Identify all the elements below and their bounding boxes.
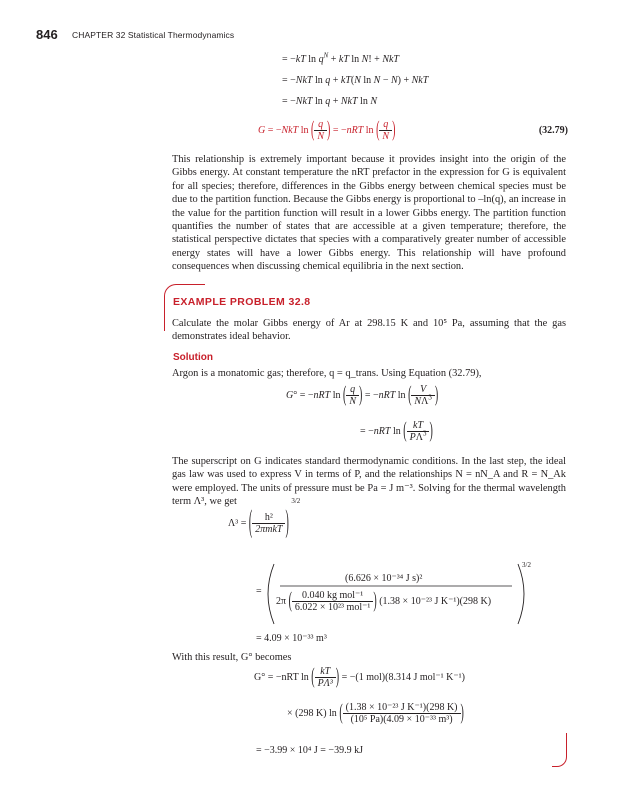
equals-sign: = [256, 586, 262, 597]
final-frac-num: kT [315, 666, 336, 678]
derivation-line-2: = −NkT ln q + kT(N ln N − N) + NkT [282, 75, 429, 86]
kt-factor: (1.38 × 10⁻²³ J K⁻¹)(298 K) [379, 596, 492, 607]
molar-mass: 0.040 kg mol⁻¹ [292, 590, 373, 602]
solution-intro-text: Argon is a monatomic gas; therefore, q = q_trans. Using Equation (32.79), [172, 368, 482, 379]
lambda-numerator: h² [252, 512, 285, 524]
solution-label: Solution [173, 352, 213, 363]
example-title: EXAMPLE PROBLEM 32.8 [173, 296, 311, 308]
paragraph-2-text: The superscript on G indicates standard thermodynamic conditions. In the last step, the ideal gas law was used to express V in terms of P, and the relationships N = nN_A and R = N_Ak were employed. The units of pressure must be Pa = J m⁻³. Solving for the thermal wavelength term Λ³, we get [172, 456, 566, 508]
problem-text: Calculate the molar Gibbs energy of Ar at 298.15 K and 10⁵ Pa, assuming that the gas demonstrates ideal behavior. [172, 318, 566, 343]
lambda-lhs: Λ³ = [228, 518, 247, 529]
final-answer: = −3.99 × 10⁴ J = −39.9 kJ [256, 745, 363, 756]
final-lhs: G° = −nRT ln [254, 672, 309, 683]
lambda-denominator: 2πmkT [255, 524, 283, 535]
derivation-line-1: = −kT $\ln q^N$ + kT ln N! + NkT [282, 51, 399, 65]
body-paragraph-1 [172, 153, 566, 274]
solution-intro [172, 367, 566, 380]
final-line2-prefix: × (298 K) ln [287, 708, 337, 719]
equation-32-79: G = −NkT ln ( $\frac{q}{N}$ ) = −nRT ln ( $\frac{q}{N}$ ) [258, 118, 396, 143]
with-result-text: With this result, G° becomes [172, 652, 292, 663]
example-problem-statement [172, 317, 566, 344]
final-line2-num: (1.38 × 10⁻²³ J K⁻¹)(298 K) [343, 702, 461, 714]
page-number: 846 [36, 27, 58, 42]
lambda-definition: Λ³ = ( $\frac{\text{h²}}{\text{2πmkT}}$ ) $^{3/2}$ [228, 497, 301, 542]
big-exponent: 3/2 [522, 561, 531, 569]
chapter-heading: CHAPTER 32 Statistical Thermodynamics [72, 30, 235, 40]
equation-number: (32.79) [538, 125, 568, 136]
avogadro: 6.022 × 10²³ mol⁻¹ [294, 602, 371, 613]
final-g-line-2: × (298 K) ln ( $\frac{\text{(1.38 × 10⁻²³ J K⁻¹)(298 K)}}{\text{(10⁵ Pa)(4.09 × 10⁻³³ m³)}}$ ) [287, 701, 464, 726]
final-frac-den: PΛ³ [317, 678, 333, 689]
big-denominator: 2π ( $\frac{\text{0.040 kg mol⁻¹}}{\text{6.022 × 10²³ mol⁻¹}}$ ) (1.38 × 10⁻²³ J K⁻¹)(298 K) [276, 589, 492, 614]
final-rhs: = −(1 mol)(8.314 J mol⁻¹ K⁻¹) [341, 672, 466, 683]
final-line2-den: (10⁵ Pa)(4.09 × 10⁻³³ m³) [350, 714, 453, 725]
final-g-line-1: G° = −nRT ln ( $\frac{kT}{\text{PΛ³}}$ ) = −(1 mol)(8.314 J mol⁻¹ K⁻¹) [254, 665, 466, 690]
body-paragraph-2 [172, 455, 566, 509]
example-end-bracket [552, 733, 567, 767]
derivation-line-3: = −NkT ln q + NkT ln N [282, 96, 377, 107]
two-pi: 2π [276, 596, 287, 607]
paragraph-text: This relationship is extremely important because it provides insight into the origin of the Gibbs energy. At constant temperature the nRT prefactor in the expression for G is equivalent for all species; therefore, differences in the Gibbs energy between chemical species must be due to the partition function. Because the Gibbs energy is proportional to –ln(q), an increase in the value for the partition function will result in a lower Gibbs energy. The partition function quantifies the number of states that are accessible at a given temperature; therefore, the statistical perspective dictates that species with a comparatively greater number of accessible energy states will have a lower Gibbs energy. This relationship will have profound consequences when discussing chemical equilibria in the next section. [172, 154, 566, 273]
lambda-result: = 4.09 × 10⁻³³ m³ [256, 633, 327, 644]
g-standard-equation: G° = −nRT ln ( $\frac{q}{N}$ ) = −nRT ln ( $\frac{V}{N\Lambda^3}$ ) [286, 383, 439, 408]
g-standard-equation-line-2: = −nRT ln ( $\frac{kT}{P\Lambda^3}$ ) [360, 419, 433, 444]
big-numerator: (6.626 × 10⁻³⁴ J s)² [345, 573, 423, 584]
lambda-exponent: 3/2 [291, 497, 301, 506]
